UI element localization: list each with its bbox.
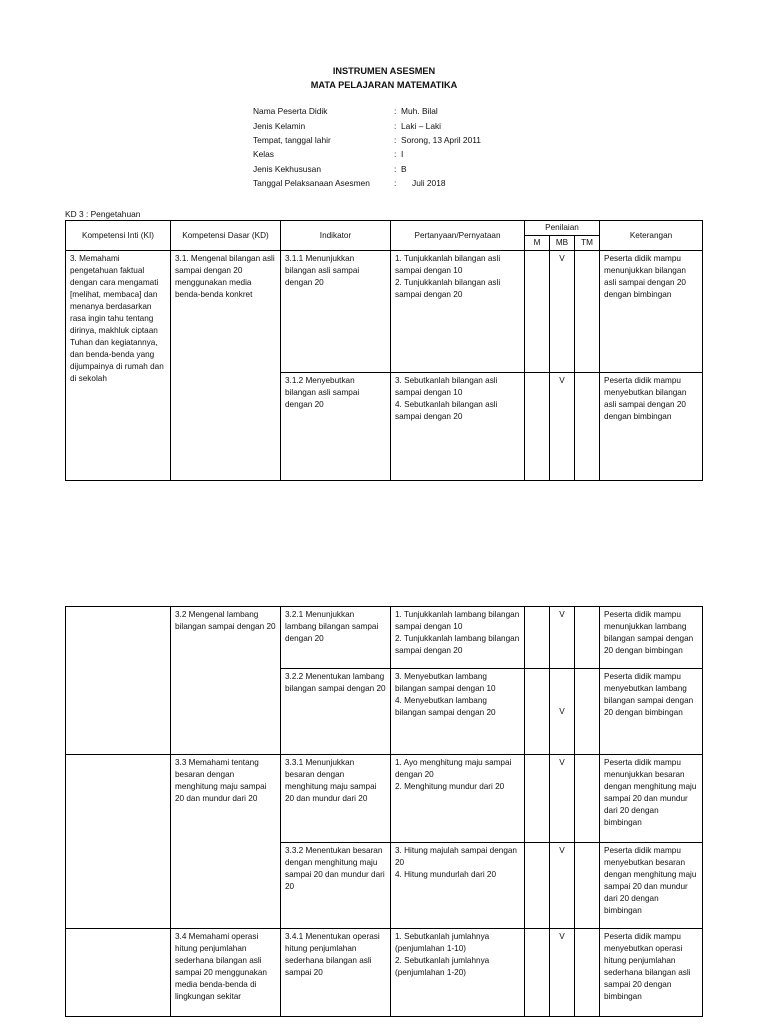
header-tm: TM [575,236,600,251]
header-mb: MB [550,236,575,251]
table-row [66,251,703,373]
question: 1. Tunjukkanlah lambang bilangan sampai dengan 10 [395,610,520,631]
pertanyaan-cell [391,669,525,755]
kd-cell: 3.3 Memahami tentang besaran dengan menghitung maju sampai 20 dan mundur dari 20 [171,755,281,929]
table-row [66,929,703,1017]
question: 2. Tunjukkanlah lambang bilangan sampai dengan 20 [395,634,520,655]
keterangan-cell: Peserta didik mampu menunjukkan bilangan asli sampai dengan 20 dengan bimbingan [600,251,703,373]
pertanyaan-cell [391,929,525,1017]
question: 1. Sebutkanlah jumlahnya (penjumlahan 1-10) [395,932,490,953]
info-value: Laki – Laki [401,121,442,131]
keterangan-cell: Peserta didik mampu menunjukkan besaran dengan menghitung maju sampai 20 dan mundur dari 20 dengan bimbingan [600,755,703,843]
score-tm [575,755,600,843]
ki-cell-empty [66,755,171,929]
score-tm [575,607,600,669]
indikator-cell: 3.2.1 Menunjukkan lambang bilangan sampai dengan 20 [281,607,391,669]
score-mb: V [550,929,575,1017]
score-mb: V [550,669,575,755]
header-penilaian: Penilaian [525,221,600,236]
score-mb: V [550,607,575,669]
question: 2. Tunjukkanlah bilangan asli sampai dengan 20 [395,278,501,299]
question: 4. Sebutkanlah bilangan asli sampai dengan 20 [395,400,498,421]
question: 1. Ayo menghitung maju sampai dengan 20 [395,758,512,779]
indikator-cell: 3.2.2 Menentukan lambang bilangan sampai dengan 20 [281,669,391,755]
info-label: Tanggal Pelaksanaan Asesmen [253,178,370,188]
score-tm [575,929,600,1017]
pertanyaan-cell [391,251,525,373]
indikator-cell: 3.3.1 Menunjukkan besaran dengan menghitung maju sampai 20 dan mundur dari 20 [281,755,391,843]
pertanyaan-cell [391,843,525,929]
info-label: Kelas [253,149,274,159]
section-label: KD 3 : Pengetahuan [65,209,141,219]
info-value: Muh. Bilal [401,106,438,116]
keterangan-cell: Peserta didik mampu menyebutkan bilangan asli sampai dengan 20 dengan bimbingan [600,373,703,481]
ki-cell: 3. Memahami pengetahuan faktual dengan cara mengamati [melihat, membaca] dan menanya berdasarkan rasa ingin tahu tentang dirinya, makhluk ciptaan Tuhan dan kegiatannya, dan benda-benda yang dijumpainya di rumah dan di sekolah [66,251,171,481]
pertanyaan-cell [391,607,525,669]
score-mb: V [550,251,575,373]
info-separator: : [394,121,397,131]
indikator-cell: 3.1.1 Menunjukkan bilangan asli sampai dengan 20 [281,251,391,373]
ki-cell-empty [66,929,171,1017]
info-separator: : [394,135,397,145]
header-indikator: Indikator [281,221,391,251]
score-m [525,607,550,669]
info-separator: : [394,149,397,159]
question: 4. Hitung mundurlah dari 20 [395,870,497,879]
pertanyaan-cell [391,373,525,481]
indikator-cell: 3.4.1 Menentukan operasi hitung penjumlahan sederhana bilangan asli sampai 20 [281,929,391,1017]
header-ki: Kompetensi Inti (KI) [66,221,171,251]
score-m [525,929,550,1017]
title-line-1: INSTRUMEN ASESMEN [332,66,436,76]
keterangan-cell: Peserta didik mampu menyebutkan lambang bilangan sampai dengan 20 dengan bimbingan [600,669,703,755]
kd-cell: 3.1. Mengenal bilangan asli sampai dengan 20 menggunakan media benda-benda konkret [171,251,281,481]
score-mb: V [550,373,575,481]
kd-cell: 3.4 Memahami operasi hitung penjumlahan sederhana bilangan asli sampai 20 menggunakan media benda-benda di lingkungan sekitar [171,929,281,1017]
question: 1. Tunjukkanlah bilangan asli sampai dengan 10 [395,254,501,275]
title-line-2: MATA PELAJARAN MATEMATIKA [310,80,458,90]
info-value: I [401,149,404,159]
kd-cell: 3.2 Mengenal lambang bilangan sampai dengan 20 [171,607,281,755]
keterangan-cell: Peserta didik mampu menunjukkan lambang bilangan sampai dengan 20 dengan bimbingan [600,607,703,669]
keterangan-cell: Peserta didik mampu menyebutkan operasi hitung penjumlahan sederhana bilangan asli sampai 20 dengan bimbingan [600,929,703,1017]
info-label: Jenis Kelamin [253,121,306,131]
score-m [525,251,550,373]
question: 3. Hitung majulah sampai dengan 20 [395,846,517,867]
indikator-cell: 3.3.2 Menentukan besaran dengan menghitung maju sampai 20 dan mundur dari 20 [281,843,391,929]
pertanyaan-cell [391,755,525,843]
score-tm [575,669,600,755]
info-label: Jenis Kekhususan [253,164,321,174]
score-mb: V [550,843,575,929]
info-separator: : [394,164,397,174]
ki-cell-empty [66,607,171,755]
assessment-table-page-1 [65,220,703,481]
question: 3. Menyebutkan lambang bilangan sampai dengan 10 [395,672,496,693]
keterangan-cell: Peserta didik mampu menyebutkan besaran dengan menghitung maju sampai 20 dan mundur dari 20 dengan bimbingan [600,843,703,929]
info-value: Juli 2018 [412,178,446,188]
question: 3. Sebutkanlah bilangan asli sampai dengan 10 [395,376,498,397]
question: 2. Menghitung mundur dari 20 [395,782,505,791]
table-row [66,607,703,669]
header-kd: Kompetensi Dasar (KD) [171,221,281,251]
score-m [525,669,550,755]
header-m: M [525,236,550,251]
header-pertanyaan: Pertanyaan/Pernyataan [391,221,525,251]
header-keterangan: Keterangan [600,221,703,251]
assessment-table-page-2 [65,606,703,1017]
question: 2. Sebutkanlah jumlahnya (penjumlahan 1-20) [395,956,490,977]
table-row [66,755,703,843]
score-m [525,373,550,481]
score-m [525,843,550,929]
info-label: Tempat, tanggal lahir [253,135,331,145]
info-value: Sorong, 13 April 2011 [401,135,481,145]
info-label: Nama Peserta Didik [253,106,328,116]
info-separator: : [394,178,397,188]
question: 4. Menyebutkan lambang bilangan sampai dengan 20 [395,696,496,717]
score-m [525,755,550,843]
score-tm [575,373,600,481]
info-value: B [401,164,407,174]
score-tm [575,843,600,929]
info-separator: : [394,106,397,116]
indikator-cell: 3.1.2 Menyebutkan bilangan asli sampai dengan 20 [281,373,391,481]
score-mb: V [550,755,575,843]
score-tm [575,251,600,373]
